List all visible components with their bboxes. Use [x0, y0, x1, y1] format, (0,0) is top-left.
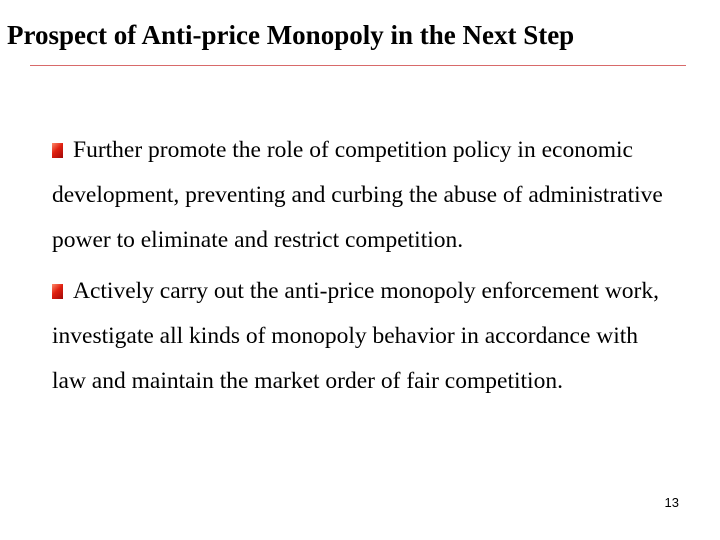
slide-title: Prospect of Anti-price Monopoly in the Next Step	[7, 20, 575, 50]
square-bullet-icon	[52, 284, 63, 299]
bullet-text: Actively carry out the anti-price monopoly enforcement work, investigate all kinds of monopoly behavior in accordance with law and maintain the market order of fair competition.	[52, 278, 659, 394]
bullet-item	[52, 128, 672, 263]
bullet-list	[52, 128, 672, 410]
bullet-text: Further promote the role of competition policy in economic development, preventing and curbing the abuse of administrative power to eliminate and restrict competition.	[52, 137, 663, 253]
square-bullet-icon	[52, 143, 63, 158]
bullet-item	[52, 269, 672, 404]
page-number: 13	[664, 495, 679, 510]
title-divider	[30, 65, 686, 66]
